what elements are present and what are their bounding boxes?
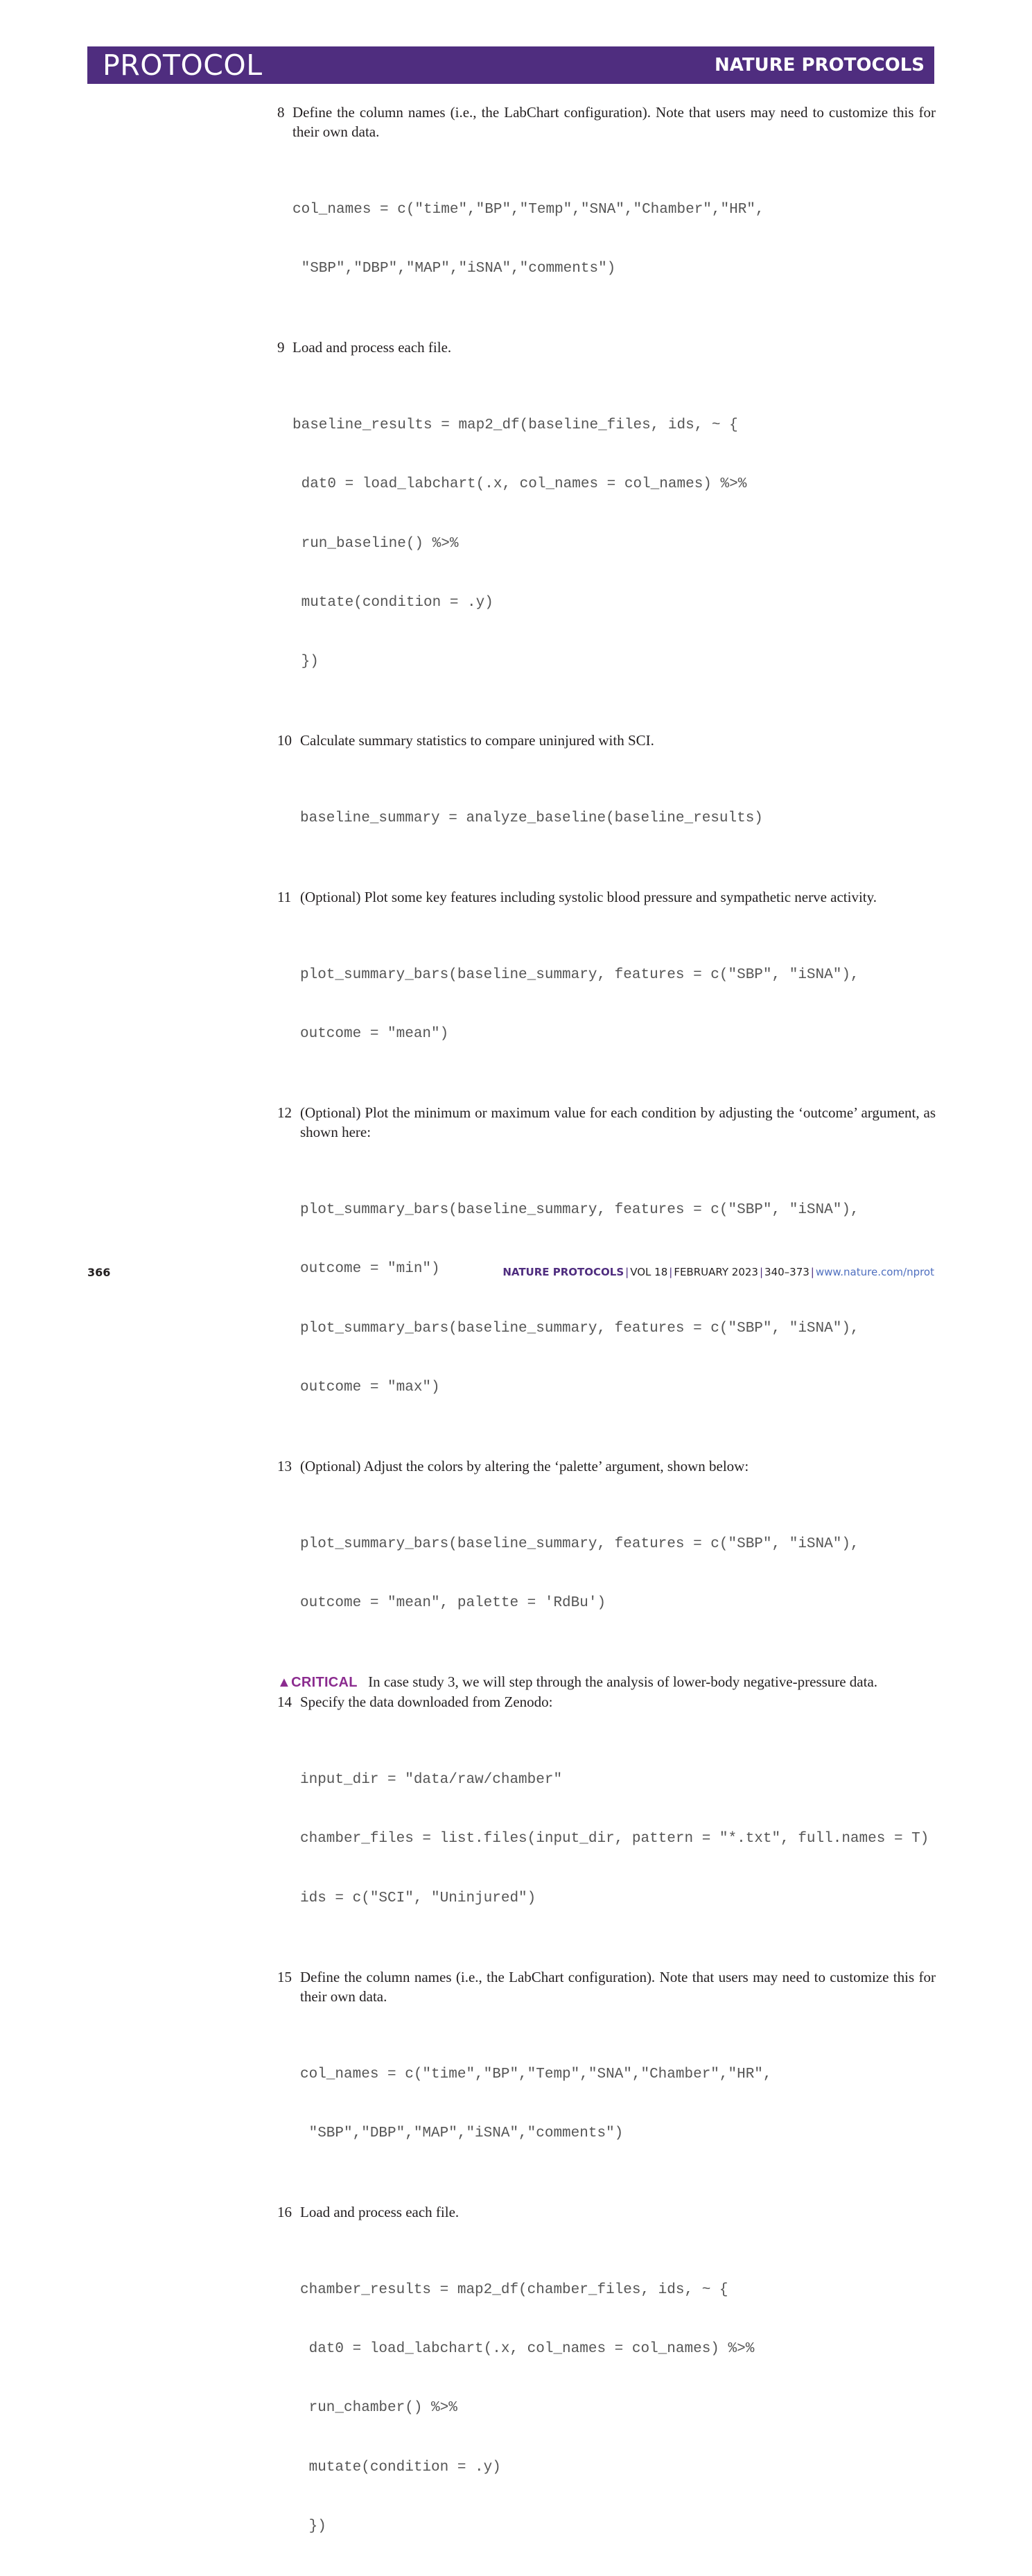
citation: NATURE PROTOCOLS | VOL 18 | FEBRUARY 2023 | 340–373 | www.nature.com/nprot [502, 1266, 934, 1278]
code-block [300, 926, 936, 1084]
step-number: 9 [277, 339, 285, 356]
code-line: plot_summary_bars(baseline_summary, features = c("SBP", "iSNA"), [300, 1320, 859, 1337]
step-14 [277, 1692, 936, 1712]
code-block [300, 1731, 936, 1947]
code-block [300, 1161, 936, 1437]
step-number: 10 [277, 732, 292, 749]
step-text: Load and process each file. [300, 2204, 460, 2221]
code-line: run_chamber() %>% [300, 2400, 457, 2417]
code-line: "SBP","DBP","MAP","iSNA","comments") [300, 2125, 624, 2141]
code-line: plot_summary_bars(baseline_summary, features = c("SBP", "iSNA"), [300, 967, 859, 983]
code-line: baseline_results = map2_df(baseline_files, ids, ~ { [292, 417, 738, 434]
step-number: 15 [277, 1968, 292, 1985]
step-text: Specify the data downloaded from Zenodo: [300, 1694, 553, 1711]
code-block [292, 161, 936, 318]
code-line: "SBP","DBP","MAP","iSNA","comments") [292, 261, 616, 277]
code-line: plot_summary_bars(baseline_summary, features = c("SBP", "iSNA"), [300, 1202, 859, 1219]
step-15 [277, 1967, 936, 2006]
code-block [300, 2026, 936, 2183]
critical-label: ▲CRITICAL [277, 1675, 358, 1691]
code-line: baseline_summary = analyze_baseline(baseline_results) [300, 810, 763, 826]
code-block [292, 376, 936, 711]
code-line: outcome = "mean") [300, 1026, 449, 1043]
header-bar [87, 46, 934, 84]
step-text: Load and process each file. [292, 339, 452, 356]
step-9 [277, 338, 936, 357]
footer-journal: NATURE PROTOCOLS [502, 1266, 624, 1278]
code-line: mutate(condition = .y) [300, 2459, 501, 2475]
code-line: input_dir = "data/raw/chamber" [300, 1772, 563, 1789]
critical-text: In case study 3, we will step through the analysis of lower-body negative-pressure data. [368, 1673, 878, 1691]
step-number: 16 [277, 2204, 292, 2221]
step-10 [277, 731, 936, 750]
code-line: col_names = c("time","BP","Temp","SNA","Chamber","HR", [292, 201, 764, 218]
step-text: (Optional) Adjust the colors by altering the ‘palette’ argument, shown below: [300, 1458, 749, 1475]
step-text: Calculate summary statistics to compare uninjured with SCI. [300, 732, 654, 749]
step-12 [277, 1103, 936, 1142]
code-line: dat0 = load_labchart(.x, col_names = col_names) %>% [300, 2341, 755, 2358]
code-line: }) [292, 653, 319, 670]
step-text: (Optional) Plot some key features including systolic blood pressure and sympathetic nerve activity. [300, 889, 877, 906]
step-number: 14 [277, 1694, 292, 1711]
code-line: }) [300, 2518, 326, 2534]
footer-url-link[interactable]: www.nature.com/nprot [815, 1266, 934, 1278]
code-block [300, 1495, 936, 1653]
code-line: ids = c("SCI", "Uninjured") [300, 1890, 536, 1906]
step-text: Define the column names (i.e., the LabChart configuration). Note that users may need to customize this for their own data. [300, 1968, 936, 2005]
code-block [300, 769, 936, 868]
code-line: chamber_results = map2_df(chamber_files, ids, ~ { [300, 2281, 728, 2298]
critical-note [277, 1672, 936, 1692]
code-line: mutate(condition = .y) [292, 594, 493, 611]
step-text: Define the column names (i.e., the LabChart configuration). Note that users may need to customize this for their own data. [292, 104, 936, 140]
main-content [277, 103, 936, 2576]
step-16 [277, 2202, 936, 2222]
code-line: col_names = c("time","BP","Temp","SNA","Chamber","HR", [300, 2066, 772, 2082]
page-footer [87, 1266, 934, 1282]
step-number: 13 [277, 1458, 292, 1475]
code-line: outcome = "min") [300, 1261, 440, 1278]
footer-pages: 340–373 [764, 1266, 810, 1278]
step-13 [277, 1456, 936, 1476]
step-number: 11 [277, 889, 292, 906]
code-line: dat0 = load_labchart(.x, col_names = col_names) %>% [292, 476, 747, 493]
step-8 [277, 103, 936, 141]
code-line: run_baseline() %>% [292, 535, 459, 552]
footer-volume: VOL 18 [630, 1266, 668, 1278]
code-line: outcome = "mean", palette = 'RdBu') [300, 1595, 606, 1612]
code-line: outcome = "max") [300, 1379, 440, 1395]
code-block [300, 2241, 936, 2576]
step-text: (Optional) Plot the minimum or maximum value for each condition by adjusting the ‘outcome’ argument, as shown here: [300, 1104, 936, 1141]
journal-name: NATURE PROTOCOLS [714, 55, 925, 76]
step-number: 12 [277, 1104, 292, 1122]
page-number: 366 [87, 1266, 111, 1279]
section-label: PROTOCOL [103, 49, 263, 82]
code-line: chamber_files = list.files(input_dir, pattern = "*.txt", full.names = T) [300, 1831, 929, 1847]
step-number: 8 [277, 104, 285, 121]
step-11 [277, 887, 936, 907]
footer-date: FEBRUARY 2023 [674, 1266, 758, 1278]
code-line: plot_summary_bars(baseline_summary, features = c("SBP", "iSNA"), [300, 1535, 859, 1552]
